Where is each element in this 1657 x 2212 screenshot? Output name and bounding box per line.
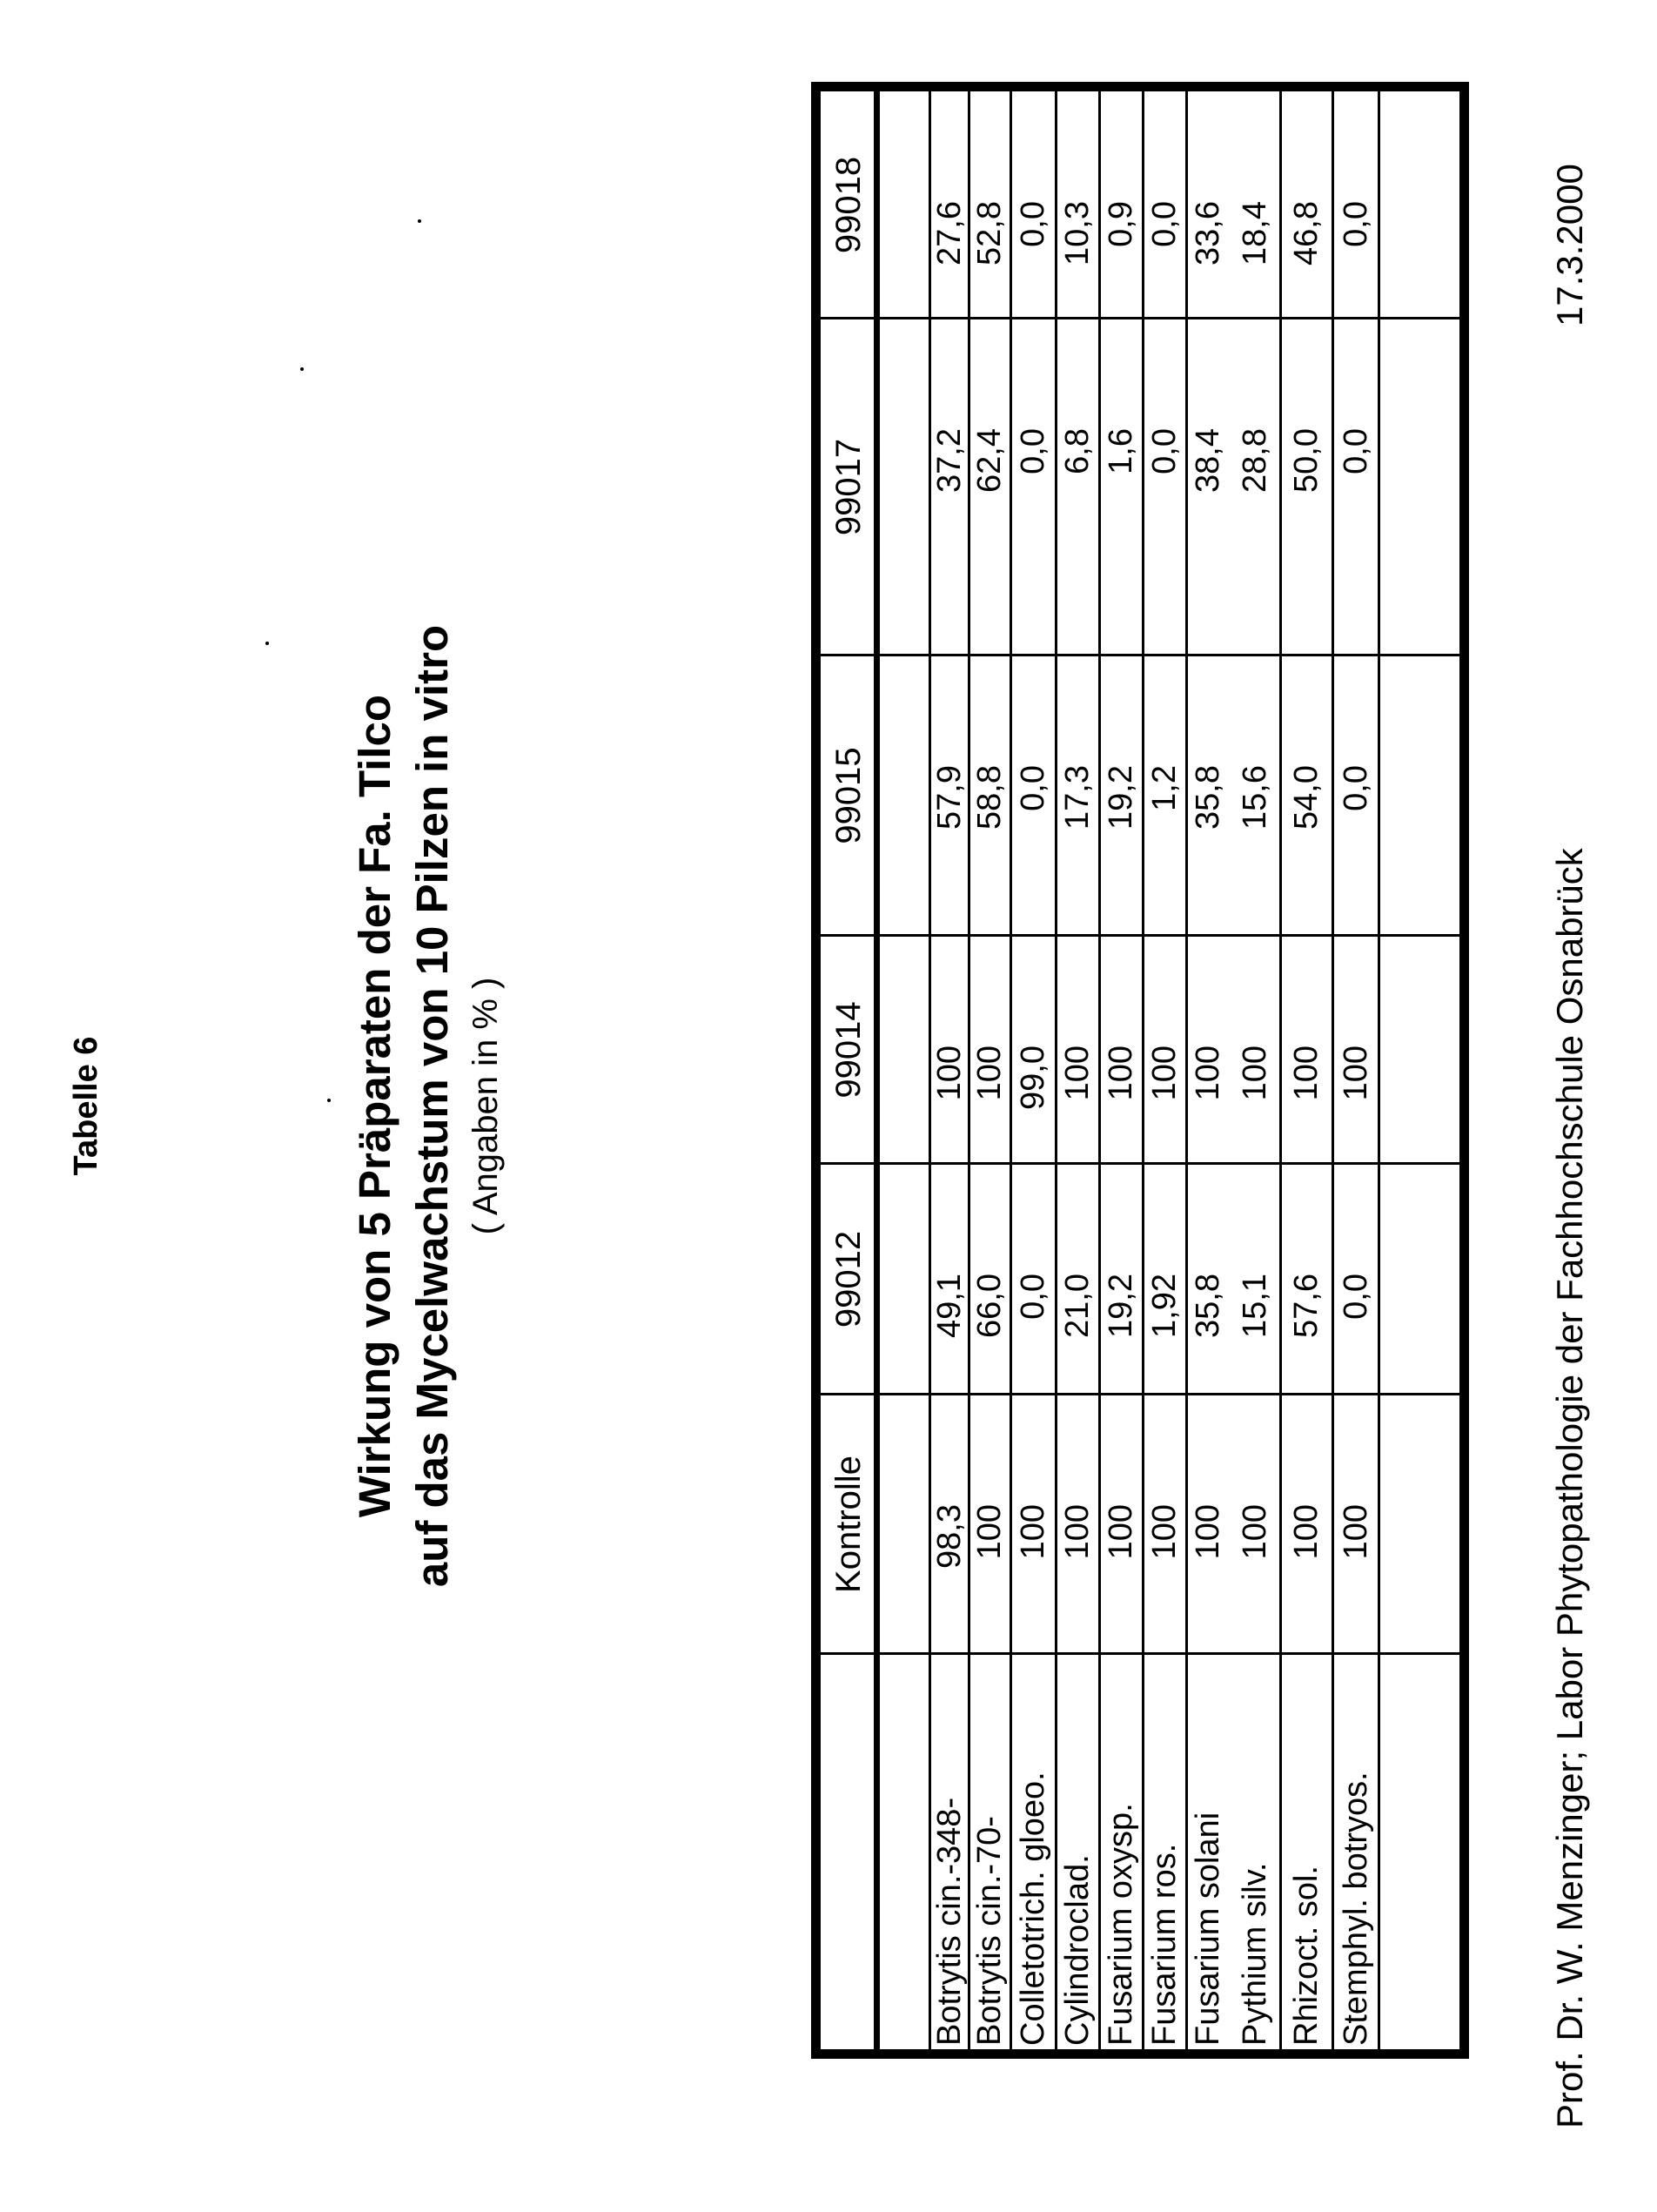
- table-cell: 0,0: [1337, 428, 1374, 474]
- scan-speck: [327, 1099, 331, 1102]
- scan-speck: [265, 642, 269, 645]
- footer-date: 17.3.2000: [1549, 164, 1590, 326]
- title-line-2: auf das Mycelwachstum von 10 Pilzen in vitro: [407, 624, 457, 1588]
- table-cell: 100: [1146, 1045, 1183, 1101]
- row-divider: [929, 91, 931, 2049]
- table-cell: 0,0: [1015, 765, 1051, 811]
- footer-credit: Prof. Dr. W. Menzinger; Labor Phytopathologie der Fachhochschule Osnabrück: [1549, 848, 1590, 2128]
- table-cell: 1,2: [1146, 765, 1183, 811]
- table-cell: 33,6: [1190, 201, 1226, 266]
- table-cell: 50,0: [1288, 428, 1325, 493]
- column-header: 99018: [829, 156, 868, 254]
- table-cell: 100: [1190, 1504, 1226, 1560]
- table-cell: 100: [1059, 1045, 1096, 1101]
- header-divider: [874, 91, 880, 2049]
- table-cell: 54,0: [1288, 765, 1325, 830]
- table-cell: 15,1: [1237, 1274, 1273, 1338]
- row-label: Cylindroclad.: [1059, 1854, 1096, 2046]
- title-block: [346, 0, 510, 2212]
- table-cell: 100: [1288, 1504, 1325, 1560]
- row-label: Fusarium oxysp.: [1103, 1803, 1139, 2046]
- table-cell: 100: [1337, 1045, 1374, 1101]
- table-cell: 0,0: [1146, 428, 1183, 474]
- column-divider: [821, 1162, 1459, 1165]
- row-label: Fusarium ros.: [1146, 1843, 1183, 2046]
- table-cell: 52,8: [971, 201, 1008, 266]
- table-cell: 100: [1237, 1045, 1273, 1101]
- column-header: 99014: [829, 1001, 868, 1099]
- table-cell: 28,8: [1237, 428, 1273, 493]
- row-label: Stemphyl. botryos.: [1337, 1772, 1374, 2046]
- table-cell: 37,2: [930, 428, 968, 493]
- table-cell: 21,0: [1059, 1274, 1096, 1338]
- table-cell: 0,0: [1337, 765, 1374, 811]
- table-cell: 66,0: [971, 1274, 1008, 1338]
- table-cell: 19,2: [1103, 765, 1139, 830]
- row-label: Botrytis cin.-70-: [971, 1816, 1008, 2046]
- table-body: [821, 91, 1459, 2049]
- table-cell: 0,0: [1337, 1274, 1374, 1320]
- table-cell: 0,0: [1146, 201, 1183, 247]
- table-cell: 0,0: [1015, 428, 1051, 474]
- row-divider: [1185, 91, 1188, 2049]
- row-label: Fusarium solani: [1190, 1812, 1226, 2046]
- column-header: 99015: [829, 747, 868, 844]
- table-cell: 1,92: [1146, 1274, 1183, 1338]
- table-cell: 100: [1059, 1504, 1096, 1560]
- table-cell: 58,8: [971, 765, 1008, 830]
- table-cell: 100: [1337, 1504, 1374, 1560]
- table-cell: 98,3: [930, 1504, 968, 1569]
- table-cell: 17,3: [1059, 765, 1096, 830]
- row-divider: [1279, 91, 1282, 2049]
- table-cell: 62,4: [971, 428, 1008, 493]
- table-cell: 100: [1103, 1504, 1139, 1560]
- row-divider: [1378, 91, 1380, 2049]
- table-cell: 15,6: [1237, 765, 1273, 830]
- table-cell: 19,2: [1103, 1274, 1139, 1338]
- row-label: Rhizoct. sol.: [1288, 1866, 1325, 2046]
- results-table: [811, 82, 1469, 2059]
- row-divider: [1098, 91, 1101, 2049]
- table-cell: 18,4: [1237, 201, 1273, 266]
- table-cell: 35,8: [1190, 1274, 1226, 1338]
- table-cell: 100: [1190, 1045, 1226, 1101]
- table-cell: 100: [1146, 1504, 1183, 1560]
- table-cell: 100: [1103, 1045, 1139, 1101]
- row-divider: [968, 91, 970, 2049]
- table-cell: 0,9: [1103, 201, 1139, 247]
- scan-speck: [300, 367, 304, 371]
- column-header: 99017: [829, 438, 868, 536]
- table-cell: 100: [930, 1045, 968, 1101]
- row-divider: [1142, 91, 1144, 2049]
- column-header: 99012: [829, 1230, 868, 1328]
- row-label: Colletotrich. gloeo.: [1015, 1772, 1051, 2046]
- table-cell: 27,6: [930, 201, 968, 266]
- column-header: Kontrolle: [829, 1456, 868, 1593]
- table-cell: 38,4: [1190, 428, 1226, 493]
- table-cell: 57,9: [930, 765, 968, 830]
- table-cell: 6,8: [1059, 428, 1096, 474]
- header-cell-empty: [821, 1654, 876, 2049]
- row-divider: [1010, 91, 1012, 2049]
- table-cell: 0,0: [1015, 1274, 1051, 1320]
- table-cell: 100: [1288, 1045, 1325, 1101]
- row-label: Botrytis cin.-348-: [930, 1797, 968, 2046]
- table-cell: 99,0: [1015, 1045, 1051, 1110]
- column-divider: [821, 1652, 1459, 1655]
- footer: [1549, 57, 1601, 2128]
- row-divider: [1055, 91, 1057, 2049]
- subtitle-units: ( Angaben in % ): [466, 977, 505, 1235]
- row-label: Pythium silv.: [1237, 1862, 1273, 2046]
- table-cell: 57,6: [1288, 1274, 1325, 1338]
- scan-speck: [418, 219, 421, 223]
- column-divider: [821, 317, 1459, 319]
- title-line-1: Wirkung von 5 Präparaten der Fa. Tilco: [350, 694, 399, 1518]
- table-cell: 1,6: [1103, 428, 1139, 474]
- table-cell: 10,3: [1059, 201, 1096, 266]
- table-cell: 100: [1237, 1504, 1273, 1560]
- table-cell: 100: [971, 1504, 1008, 1560]
- row-divider: [1332, 91, 1334, 2049]
- table-number-heading: Tabelle 6: [68, 1036, 104, 1176]
- table-cell: 0,0: [1015, 201, 1051, 247]
- table-cell: 100: [1015, 1504, 1051, 1560]
- table-cell: 46,8: [1288, 201, 1325, 266]
- table-cell: 100: [971, 1045, 1008, 1101]
- column-divider: [821, 1393, 1459, 1395]
- column-divider: [821, 934, 1459, 937]
- table-cell: 35,8: [1190, 765, 1226, 830]
- table-cell: 49,1: [930, 1274, 968, 1338]
- column-divider: [821, 654, 1459, 656]
- table-cell: 0,0: [1337, 201, 1374, 247]
